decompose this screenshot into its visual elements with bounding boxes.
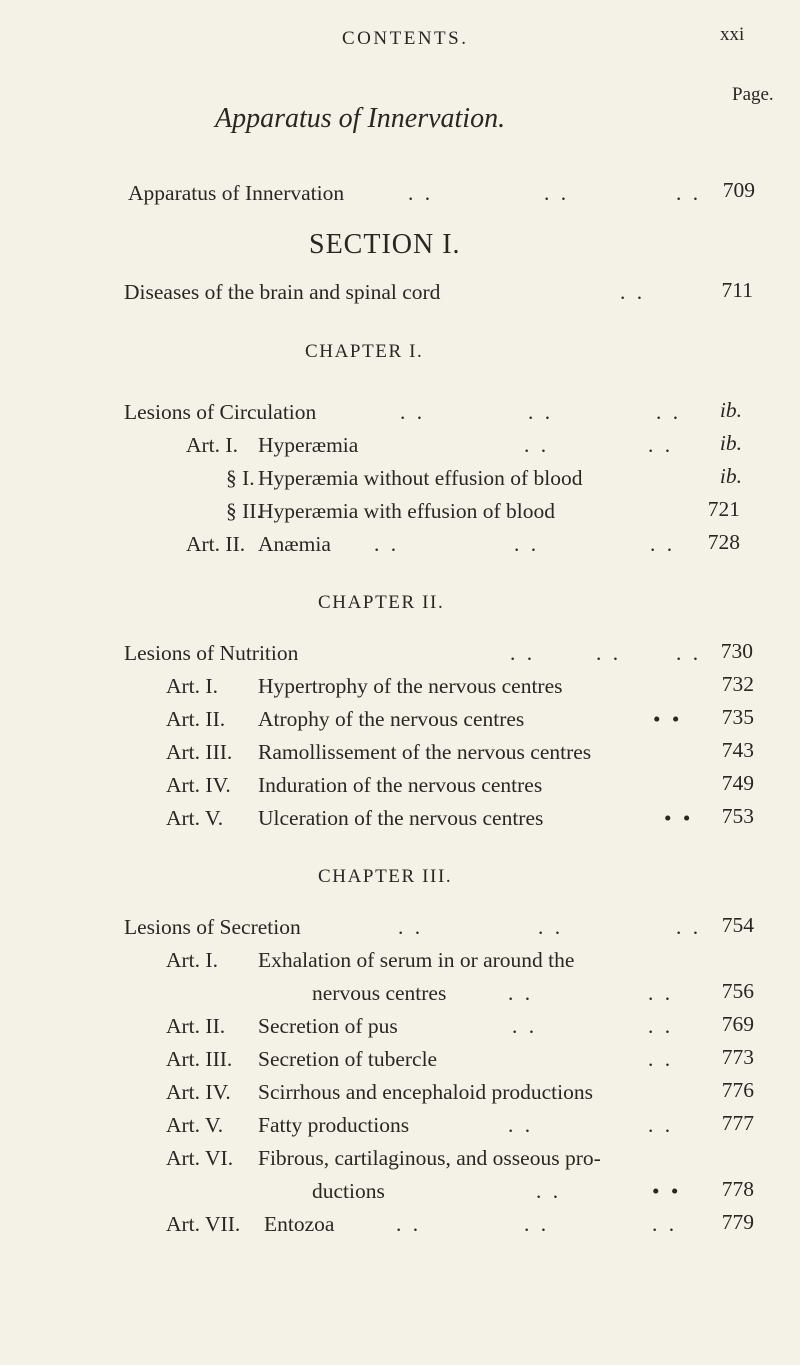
leader-dots: . . xyxy=(398,915,424,939)
article-number: Art. II. xyxy=(186,532,246,556)
toc-page-number: 749 xyxy=(721,771,754,795)
toc-page-number: 728 xyxy=(707,530,740,554)
leader-dots: . . xyxy=(620,280,646,304)
toc-page-number: 743 xyxy=(721,738,754,762)
leader-dots: . . xyxy=(396,1212,422,1236)
leader-dots: . . xyxy=(536,1179,562,1203)
toc-entry-tubercle: Secretion of tubercle xyxy=(258,1047,438,1071)
article-number: Art. V. xyxy=(166,1113,224,1137)
leader-dots: . . xyxy=(650,532,676,556)
toc-entry-ulceration: Ulceration of the nervous centres xyxy=(258,806,544,830)
toc-page-number: 777 xyxy=(721,1111,754,1135)
leader-dots: . . xyxy=(648,1113,674,1137)
article-number: Art. VII. xyxy=(166,1212,241,1236)
leader-dots: . . xyxy=(676,641,702,665)
leader-dots: . . xyxy=(508,1113,534,1137)
leader-dots: • • xyxy=(653,707,683,731)
leader-dots: . . xyxy=(648,1047,674,1071)
leader-dots: . . xyxy=(510,641,536,665)
toc-entry-hyperaemia-with-effusion: Hyperæmia with effusion of blood xyxy=(258,499,555,523)
leader-dots: . . xyxy=(596,641,622,665)
toc-entry-hypertrophy: Hypertrophy of the nervous centres xyxy=(258,674,563,698)
leader-dots: . . xyxy=(652,1212,678,1236)
leader-dots: . . xyxy=(544,181,570,205)
leader-dots: . . xyxy=(656,400,682,424)
article-number: Art. I. xyxy=(166,674,218,698)
toc-page-number: 754 xyxy=(721,913,754,937)
section-number: § II. xyxy=(226,499,262,523)
leader-dots: . . xyxy=(648,433,674,457)
toc-page-number: ib. xyxy=(719,431,742,455)
article-number: Art. I. xyxy=(186,433,238,457)
running-page-number: xxi xyxy=(720,24,745,45)
toc-entry-induration: Induration of the nervous centres xyxy=(258,773,543,797)
toc-page-number: ib. xyxy=(719,398,742,422)
toc-page-number: 709 xyxy=(722,178,755,202)
article-number: Art. III. xyxy=(166,740,233,764)
leader-dots: • • xyxy=(652,1179,682,1203)
toc-page-number: 769 xyxy=(721,1012,754,1036)
leader-dots: . . xyxy=(408,181,434,205)
leader-dots: . . xyxy=(400,400,426,424)
article-number: Art. VI. xyxy=(166,1146,234,1170)
article-number: Art. II. xyxy=(166,1014,226,1038)
toc-page-number: ib. xyxy=(719,464,742,488)
toc-entry-exhalation-cont: nervous centres xyxy=(312,981,447,1005)
toc-page-number: 778 xyxy=(721,1177,754,1201)
article-number: Art. III. xyxy=(166,1047,233,1071)
toc-page-number: 730 xyxy=(720,639,753,663)
leader-dots: . . xyxy=(648,981,674,1005)
leader-dots: . . xyxy=(538,915,564,939)
toc-entry-fibrous: Fibrous, cartilaginous, and osseous pro- xyxy=(258,1146,601,1170)
leader-dots: . . xyxy=(508,981,534,1005)
running-head: CONTENTS. xyxy=(342,28,469,49)
page-column-label: Page. xyxy=(732,84,774,105)
leader-dots: . . xyxy=(374,532,400,556)
toc-page-number: 776 xyxy=(721,1078,754,1102)
toc-entry-fatty: Fatty productions xyxy=(258,1113,410,1137)
toc-entry-scirrhous: Scirrhous and encephaloid productions xyxy=(258,1080,593,1104)
toc-page-number: 756 xyxy=(721,979,754,1003)
article-number: Art. V. xyxy=(166,806,224,830)
toc-page-number: 721 xyxy=(707,497,740,521)
leader-dots: . . xyxy=(524,433,550,457)
toc-entry-lesions-circulation: Lesions of Circulation xyxy=(124,400,317,424)
section-heading: SECTION I. xyxy=(309,229,461,260)
chapter-heading: CHAPTER II. xyxy=(318,592,445,613)
apparatus-title: Apparatus of Innervation. xyxy=(215,103,506,134)
section-number: § I. xyxy=(226,466,255,490)
toc-entry-hyperaemia-without-effusion: Hyperæmia without effusion of blood xyxy=(258,466,583,490)
leader-dots: . . xyxy=(648,1014,674,1038)
toc-entry-lesions-nutrition: Lesions of Nutrition xyxy=(124,641,299,665)
toc-page-number: 753 xyxy=(721,804,754,828)
chapter-heading: CHAPTER III. xyxy=(318,866,453,887)
leader-dots: . . xyxy=(528,400,554,424)
toc-entry-entozoa: Entozoa xyxy=(264,1212,335,1236)
leader-dots: • • xyxy=(664,806,694,830)
toc-entry-apparatus: Apparatus of Innervation xyxy=(128,181,345,205)
toc-page-number: 711 xyxy=(721,278,753,302)
toc-entry-lesions-secretion: Lesions of Secretion xyxy=(124,915,301,939)
leader-dots: . . xyxy=(676,915,702,939)
article-number: Art. IV. xyxy=(166,773,231,797)
toc-entry-ramollissement: Ramollissement of the nervous centres xyxy=(258,740,592,764)
leader-dots: . . xyxy=(676,181,702,205)
toc-page-number: 773 xyxy=(721,1045,754,1069)
leader-dots: . . xyxy=(524,1212,550,1236)
leader-dots: . . xyxy=(512,1014,538,1038)
toc-entry-fibrous-cont: ductions xyxy=(312,1179,385,1203)
toc-entry-anaemia: Anæmia xyxy=(258,532,331,556)
toc-page-number: 735 xyxy=(721,705,754,729)
toc-entry-hyperaemia: Hyperæmia xyxy=(258,433,359,457)
article-number: Art. II. xyxy=(166,707,226,731)
leader-dots: . . xyxy=(514,532,540,556)
toc-entry-atrophy: Atrophy of the nervous centres xyxy=(258,707,525,731)
toc-entry-pus: Secretion of pus xyxy=(258,1014,398,1038)
toc-entry-diseases: Diseases of the brain and spinal cord xyxy=(124,280,441,304)
article-number: Art. I. xyxy=(166,948,218,972)
toc-entry-exhalation: Exhalation of serum in or around the xyxy=(258,948,575,972)
article-number: Art. IV. xyxy=(166,1080,231,1104)
chapter-heading: CHAPTER I. xyxy=(305,341,424,362)
toc-page-number: 779 xyxy=(721,1210,754,1234)
toc-page-number: 732 xyxy=(721,672,754,696)
